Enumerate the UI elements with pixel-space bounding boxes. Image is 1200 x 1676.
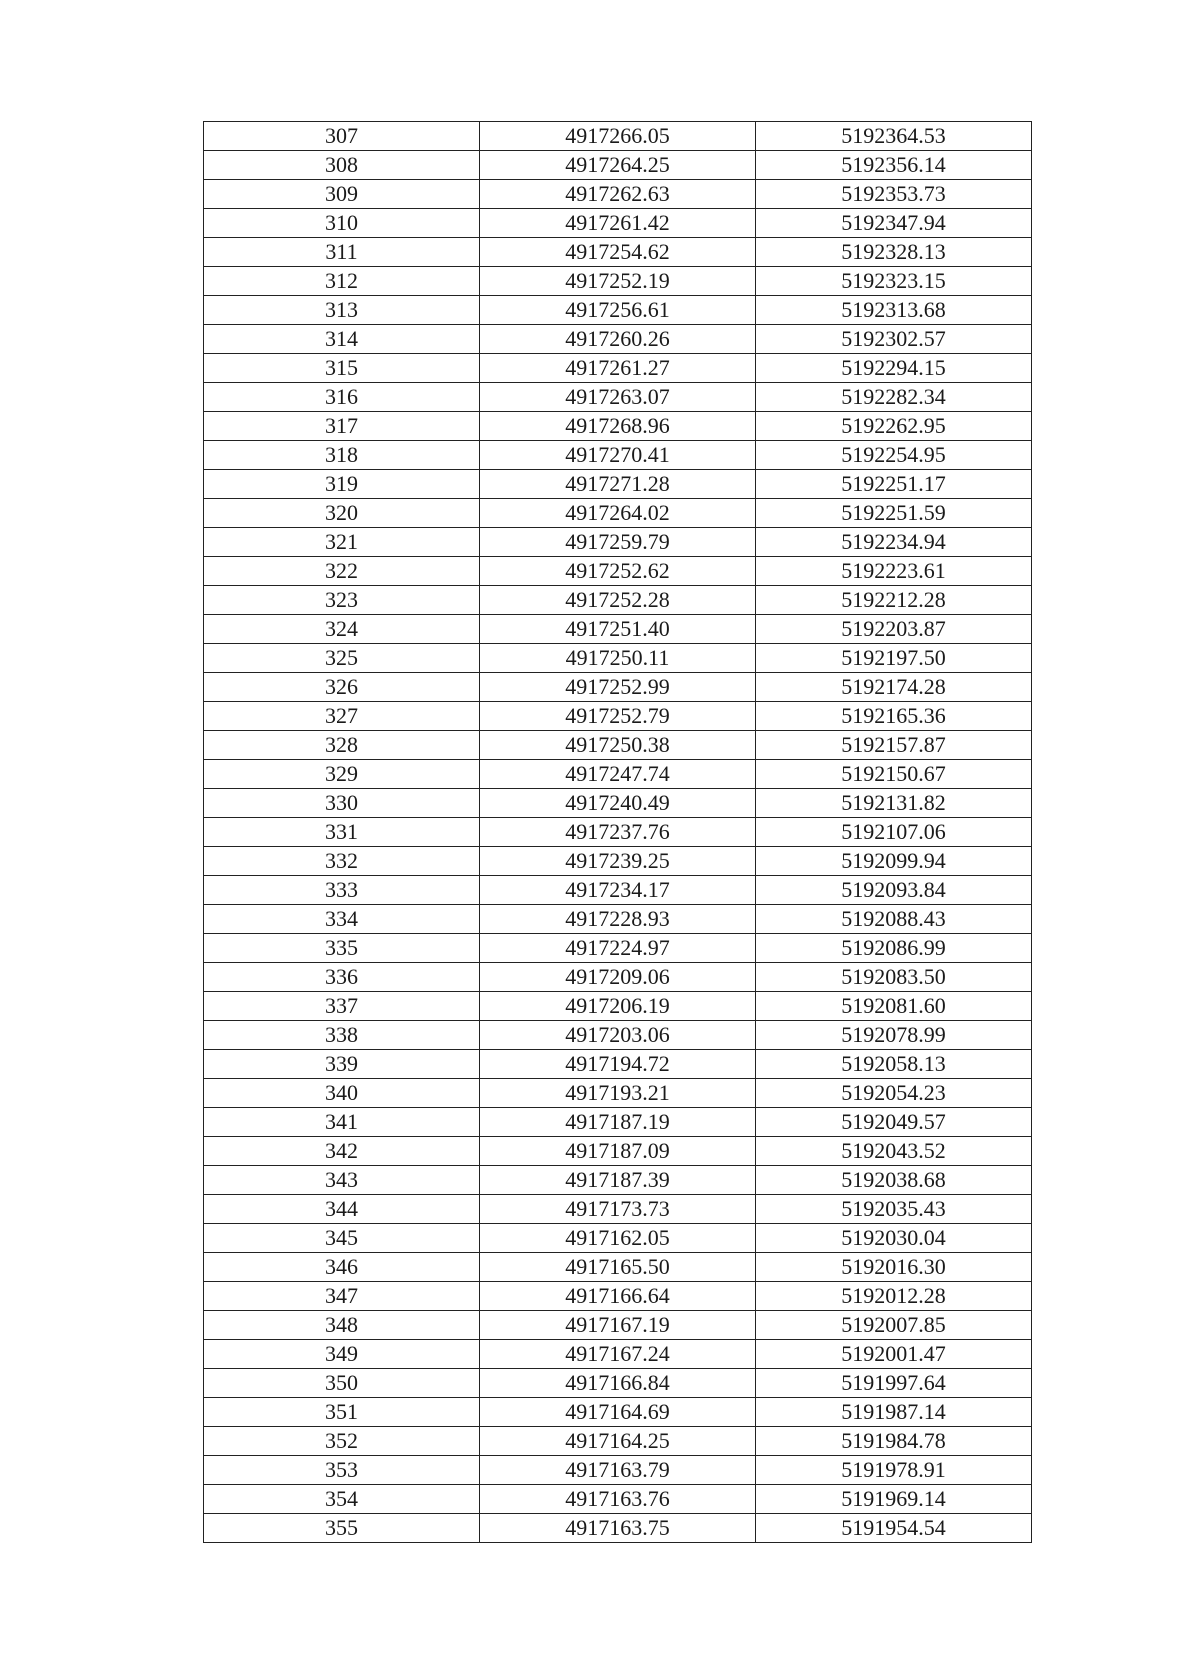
point-number-cell: 308 (204, 151, 480, 180)
table-row (204, 1108, 1032, 1137)
y-coordinate-cell: 5192001.47 (756, 1340, 1032, 1369)
point-number-cell: 338 (204, 1021, 480, 1050)
point-number-cell: 346 (204, 1253, 480, 1282)
y-coordinate-cell: 5192049.57 (756, 1108, 1032, 1137)
table-row (204, 557, 1032, 586)
table-row (204, 151, 1032, 180)
x-coordinate-cell: 4917262.63 (480, 180, 756, 209)
x-coordinate-cell: 4917194.72 (480, 1050, 756, 1079)
table-row (204, 180, 1032, 209)
x-coordinate-cell: 4917164.69 (480, 1398, 756, 1427)
point-number-cell: 354 (204, 1485, 480, 1514)
y-coordinate-cell: 5192165.36 (756, 702, 1032, 731)
point-number-cell: 340 (204, 1079, 480, 1108)
y-coordinate-cell: 5192088.43 (756, 905, 1032, 934)
table-row (204, 847, 1032, 876)
x-coordinate-cell: 4917206.19 (480, 992, 756, 1021)
y-coordinate-cell: 5192364.53 (756, 122, 1032, 151)
table-row (204, 1253, 1032, 1282)
table-row (204, 1311, 1032, 1340)
x-coordinate-cell: 4917163.75 (480, 1514, 756, 1543)
table-row (204, 441, 1032, 470)
x-coordinate-cell: 4917203.06 (480, 1021, 756, 1050)
point-number-cell: 318 (204, 441, 480, 470)
point-number-cell: 345 (204, 1224, 480, 1253)
y-coordinate-cell: 5192174.28 (756, 673, 1032, 702)
x-coordinate-cell: 4917228.93 (480, 905, 756, 934)
point-number-cell: 352 (204, 1427, 480, 1456)
table-row (204, 528, 1032, 557)
table-row (204, 731, 1032, 760)
point-number-cell: 310 (204, 209, 480, 238)
x-coordinate-cell: 4917263.07 (480, 383, 756, 412)
x-coordinate-cell: 4917187.19 (480, 1108, 756, 1137)
y-coordinate-cell: 5192083.50 (756, 963, 1032, 992)
y-coordinate-cell: 5191954.54 (756, 1514, 1032, 1543)
y-coordinate-cell: 5192030.04 (756, 1224, 1032, 1253)
y-coordinate-cell: 5192081.60 (756, 992, 1032, 1021)
table-row (204, 1021, 1032, 1050)
table-row (204, 963, 1032, 992)
y-coordinate-cell: 5192212.28 (756, 586, 1032, 615)
x-coordinate-cell: 4917252.28 (480, 586, 756, 615)
point-number-cell: 329 (204, 760, 480, 789)
table-row (204, 1050, 1032, 1079)
x-coordinate-cell: 4917252.99 (480, 673, 756, 702)
x-coordinate-cell: 4917237.76 (480, 818, 756, 847)
point-number-cell: 333 (204, 876, 480, 905)
point-number-cell: 334 (204, 905, 480, 934)
y-coordinate-cell: 5192347.94 (756, 209, 1032, 238)
y-coordinate-cell: 5192078.99 (756, 1021, 1032, 1050)
table-row (204, 1195, 1032, 1224)
point-number-cell: 322 (204, 557, 480, 586)
y-coordinate-cell: 5192282.34 (756, 383, 1032, 412)
table-row (204, 586, 1032, 615)
point-number-cell: 335 (204, 934, 480, 963)
x-coordinate-cell: 4917264.25 (480, 151, 756, 180)
y-coordinate-cell: 5192007.85 (756, 1311, 1032, 1340)
y-coordinate-cell: 5191997.64 (756, 1369, 1032, 1398)
y-coordinate-cell: 5192093.84 (756, 876, 1032, 905)
table-row (204, 1224, 1032, 1253)
table-row (204, 992, 1032, 1021)
y-coordinate-cell: 5192043.52 (756, 1137, 1032, 1166)
x-coordinate-cell: 4917266.05 (480, 122, 756, 151)
y-coordinate-cell: 5192107.06 (756, 818, 1032, 847)
table-row (204, 1340, 1032, 1369)
x-coordinate-cell: 4917239.25 (480, 847, 756, 876)
point-number-cell: 314 (204, 325, 480, 354)
table-row (204, 296, 1032, 325)
table-row (204, 615, 1032, 644)
point-number-cell: 342 (204, 1137, 480, 1166)
table-row (204, 383, 1032, 412)
point-number-cell: 336 (204, 963, 480, 992)
point-number-cell: 337 (204, 992, 480, 1021)
y-coordinate-cell: 5192012.28 (756, 1282, 1032, 1311)
x-coordinate-cell: 4917259.79 (480, 528, 756, 557)
table-row (204, 1282, 1032, 1311)
x-coordinate-cell: 4917250.38 (480, 731, 756, 760)
table-row (204, 702, 1032, 731)
x-coordinate-cell: 4917167.19 (480, 1311, 756, 1340)
y-coordinate-cell: 5192131.82 (756, 789, 1032, 818)
table-row (204, 1398, 1032, 1427)
table-row (204, 412, 1032, 441)
table-row (204, 876, 1032, 905)
point-number-cell: 355 (204, 1514, 480, 1543)
y-coordinate-cell: 5192294.15 (756, 354, 1032, 383)
x-coordinate-cell: 4917254.62 (480, 238, 756, 267)
x-coordinate-cell: 4917165.50 (480, 1253, 756, 1282)
y-coordinate-cell: 5192157.87 (756, 731, 1032, 760)
y-coordinate-cell: 5191978.91 (756, 1456, 1032, 1485)
x-coordinate-cell: 4917261.27 (480, 354, 756, 383)
point-number-cell: 348 (204, 1311, 480, 1340)
y-coordinate-cell: 5192197.50 (756, 644, 1032, 673)
x-coordinate-cell: 4917256.61 (480, 296, 756, 325)
y-coordinate-cell: 5192313.68 (756, 296, 1032, 325)
point-number-cell: 325 (204, 644, 480, 673)
point-number-cell: 353 (204, 1456, 480, 1485)
point-number-cell: 351 (204, 1398, 480, 1427)
x-coordinate-cell: 4917252.79 (480, 702, 756, 731)
y-coordinate-cell: 5192038.68 (756, 1166, 1032, 1195)
table-row (204, 354, 1032, 383)
table-row (204, 905, 1032, 934)
y-coordinate-cell: 5192058.13 (756, 1050, 1032, 1079)
table-row (204, 934, 1032, 963)
table-row (204, 1456, 1032, 1485)
x-coordinate-cell: 4917251.40 (480, 615, 756, 644)
point-number-cell: 331 (204, 818, 480, 847)
point-number-cell: 324 (204, 615, 480, 644)
table-row (204, 1166, 1032, 1195)
y-coordinate-cell: 5192262.95 (756, 412, 1032, 441)
point-number-cell: 312 (204, 267, 480, 296)
y-coordinate-cell: 5192328.13 (756, 238, 1032, 267)
x-coordinate-cell: 4917224.97 (480, 934, 756, 963)
y-coordinate-cell: 5192054.23 (756, 1079, 1032, 1108)
x-coordinate-cell: 4917247.74 (480, 760, 756, 789)
y-coordinate-cell: 5192251.59 (756, 499, 1032, 528)
y-coordinate-cell: 5191969.14 (756, 1485, 1032, 1514)
point-number-cell: 341 (204, 1108, 480, 1137)
table-row (204, 760, 1032, 789)
x-coordinate-cell: 4917167.24 (480, 1340, 756, 1369)
table-body (204, 122, 1032, 1543)
x-coordinate-cell: 4917271.28 (480, 470, 756, 499)
x-coordinate-cell: 4917234.17 (480, 876, 756, 905)
x-coordinate-cell: 4917268.96 (480, 412, 756, 441)
table-row (204, 1369, 1032, 1398)
x-coordinate-cell: 4917252.62 (480, 557, 756, 586)
x-coordinate-cell: 4917164.25 (480, 1427, 756, 1456)
table-row (204, 238, 1032, 267)
point-number-cell: 327 (204, 702, 480, 731)
y-coordinate-cell: 5192254.95 (756, 441, 1032, 470)
table-row (204, 1514, 1032, 1543)
table-row (204, 267, 1032, 296)
x-coordinate-cell: 4917252.19 (480, 267, 756, 296)
point-number-cell: 332 (204, 847, 480, 876)
point-number-cell: 319 (204, 470, 480, 499)
y-coordinate-cell: 5192223.61 (756, 557, 1032, 586)
y-coordinate-cell: 5192203.87 (756, 615, 1032, 644)
y-coordinate-cell: 5192353.73 (756, 180, 1032, 209)
x-coordinate-cell: 4917264.02 (480, 499, 756, 528)
point-number-cell: 349 (204, 1340, 480, 1369)
point-number-cell: 330 (204, 789, 480, 818)
x-coordinate-cell: 4917162.05 (480, 1224, 756, 1253)
x-coordinate-cell: 4917166.84 (480, 1369, 756, 1398)
y-coordinate-cell: 5192099.94 (756, 847, 1032, 876)
x-coordinate-cell: 4917173.73 (480, 1195, 756, 1224)
table-row (204, 325, 1032, 354)
x-coordinate-cell: 4917250.11 (480, 644, 756, 673)
y-coordinate-cell: 5191984.78 (756, 1427, 1032, 1456)
x-coordinate-cell: 4917260.26 (480, 325, 756, 354)
point-number-cell: 307 (204, 122, 480, 151)
x-coordinate-cell: 4917209.06 (480, 963, 756, 992)
point-number-cell: 309 (204, 180, 480, 209)
x-coordinate-cell: 4917163.79 (480, 1456, 756, 1485)
x-coordinate-cell: 4917187.39 (480, 1166, 756, 1195)
point-number-cell: 323 (204, 586, 480, 615)
x-coordinate-cell: 4917187.09 (480, 1137, 756, 1166)
table-row (204, 499, 1032, 528)
point-number-cell: 315 (204, 354, 480, 383)
x-coordinate-cell: 4917240.49 (480, 789, 756, 818)
coordinates-table (203, 121, 1032, 1543)
point-number-cell: 326 (204, 673, 480, 702)
point-number-cell: 317 (204, 412, 480, 441)
table-row (204, 209, 1032, 238)
point-number-cell: 350 (204, 1369, 480, 1398)
point-number-cell: 328 (204, 731, 480, 760)
y-coordinate-cell: 5192356.14 (756, 151, 1032, 180)
table-row (204, 644, 1032, 673)
point-number-cell: 339 (204, 1050, 480, 1079)
table-row (204, 470, 1032, 499)
y-coordinate-cell: 5192150.67 (756, 760, 1032, 789)
table-row (204, 673, 1032, 702)
point-number-cell: 344 (204, 1195, 480, 1224)
x-coordinate-cell: 4917166.64 (480, 1282, 756, 1311)
table-row (204, 1137, 1032, 1166)
y-coordinate-cell: 5191987.14 (756, 1398, 1032, 1427)
y-coordinate-cell: 5192016.30 (756, 1253, 1032, 1282)
y-coordinate-cell: 5192086.99 (756, 934, 1032, 963)
table-row (204, 1485, 1032, 1514)
y-coordinate-cell: 5192234.94 (756, 528, 1032, 557)
table-row (204, 789, 1032, 818)
y-coordinate-cell: 5192035.43 (756, 1195, 1032, 1224)
point-number-cell: 316 (204, 383, 480, 412)
point-number-cell: 313 (204, 296, 480, 325)
point-number-cell: 321 (204, 528, 480, 557)
table-row (204, 818, 1032, 847)
x-coordinate-cell: 4917193.21 (480, 1079, 756, 1108)
point-number-cell: 311 (204, 238, 480, 267)
y-coordinate-cell: 5192251.17 (756, 470, 1032, 499)
table-row (204, 1079, 1032, 1108)
table-row (204, 122, 1032, 151)
table-row (204, 1427, 1032, 1456)
x-coordinate-cell: 4917270.41 (480, 441, 756, 470)
x-coordinate-cell: 4917163.76 (480, 1485, 756, 1514)
point-number-cell: 320 (204, 499, 480, 528)
y-coordinate-cell: 5192302.57 (756, 325, 1032, 354)
y-coordinate-cell: 5192323.15 (756, 267, 1032, 296)
x-coordinate-cell: 4917261.42 (480, 209, 756, 238)
point-number-cell: 343 (204, 1166, 480, 1195)
point-number-cell: 347 (204, 1282, 480, 1311)
